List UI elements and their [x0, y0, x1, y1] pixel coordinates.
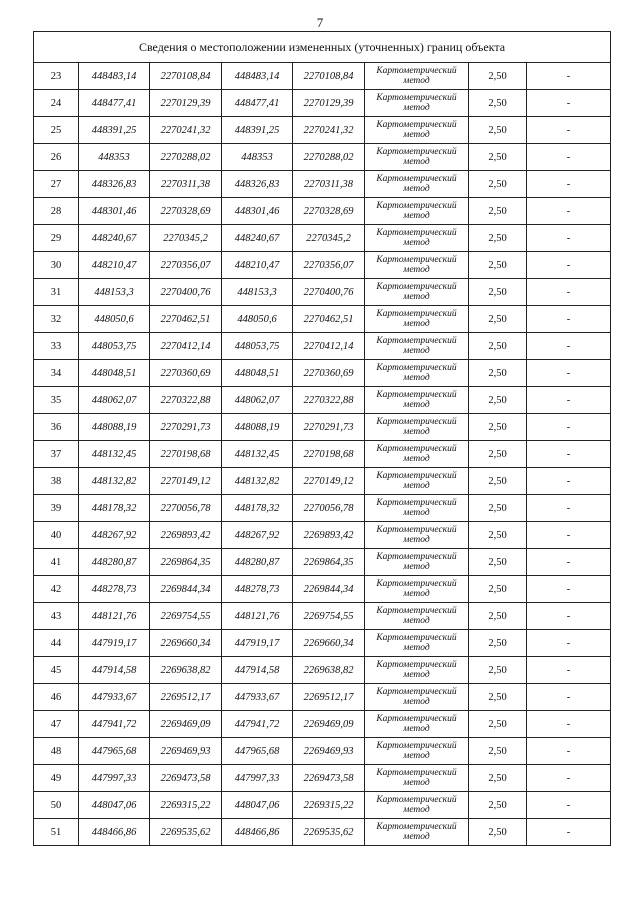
accuracy-cell: 2,50	[469, 792, 527, 819]
refined-x-cell: 448466,86	[222, 819, 293, 846]
table-row	[34, 414, 611, 441]
refined-x-cell: 448062,07	[222, 387, 293, 414]
existing-y-cell: 2269893,42	[150, 522, 222, 549]
table-row	[34, 765, 611, 792]
existing-x-cell: 447933,67	[79, 684, 150, 711]
accuracy-cell: 2,50	[469, 144, 527, 171]
note-cell: -	[527, 387, 611, 414]
refined-y-cell: 2270311,38	[293, 171, 365, 198]
accuracy-cell: 2,50	[469, 117, 527, 144]
method-cell: Картометрический метод	[365, 657, 469, 684]
note-cell: -	[527, 792, 611, 819]
refined-y-cell: 2270291,73	[293, 414, 365, 441]
refined-x-cell: 447941,72	[222, 711, 293, 738]
refined-x-cell: 448047,06	[222, 792, 293, 819]
existing-x-cell: 448088,19	[79, 414, 150, 441]
accuracy-cell: 2,50	[469, 360, 527, 387]
table-row	[34, 198, 611, 225]
method-cell: Картометрический метод	[365, 225, 469, 252]
refined-x-cell: 448132,45	[222, 441, 293, 468]
method-cell: Картометрический метод	[365, 468, 469, 495]
table-row	[34, 522, 611, 549]
table-title: Сведения о местоположении измененных (уточненных) границ объекта	[34, 32, 611, 63]
note-cell: -	[527, 414, 611, 441]
refined-y-cell: 2270108,84	[293, 63, 365, 90]
table-row	[34, 684, 611, 711]
note-cell: -	[527, 468, 611, 495]
refined-y-cell: 2269535,62	[293, 819, 365, 846]
accuracy-cell: 2,50	[469, 549, 527, 576]
table-row	[34, 144, 611, 171]
point-number-cell: 29	[34, 225, 79, 252]
table-row	[34, 306, 611, 333]
existing-y-cell: 2270241,32	[150, 117, 222, 144]
point-number-cell: 27	[34, 171, 79, 198]
note-cell: -	[527, 144, 611, 171]
existing-y-cell: 2270328,69	[150, 198, 222, 225]
refined-x-cell: 448267,92	[222, 522, 293, 549]
point-number-cell: 33	[34, 333, 79, 360]
refined-y-cell: 2270356,07	[293, 252, 365, 279]
accuracy-cell: 2,50	[469, 684, 527, 711]
refined-y-cell: 2269473,58	[293, 765, 365, 792]
existing-y-cell: 2269638,82	[150, 657, 222, 684]
point-number-cell: 44	[34, 630, 79, 657]
existing-y-cell: 2269844,34	[150, 576, 222, 603]
accuracy-cell: 2,50	[469, 630, 527, 657]
method-cell: Картометрический метод	[365, 792, 469, 819]
point-number-cell: 46	[34, 684, 79, 711]
accuracy-cell: 2,50	[469, 441, 527, 468]
point-number-cell: 26	[34, 144, 79, 171]
note-cell: -	[527, 198, 611, 225]
existing-x-cell: 448301,46	[79, 198, 150, 225]
existing-x-cell: 448483,14	[79, 63, 150, 90]
note-cell: -	[527, 630, 611, 657]
existing-y-cell: 2270291,73	[150, 414, 222, 441]
note-cell: -	[527, 684, 611, 711]
point-number-cell: 37	[34, 441, 79, 468]
point-number-cell: 23	[34, 63, 79, 90]
table-row	[34, 225, 611, 252]
existing-x-cell: 448047,06	[79, 792, 150, 819]
accuracy-cell: 2,50	[469, 387, 527, 414]
point-number-cell: 43	[34, 603, 79, 630]
existing-y-cell: 2269660,34	[150, 630, 222, 657]
table-row	[34, 279, 611, 306]
refined-y-cell: 2269638,82	[293, 657, 365, 684]
accuracy-cell: 2,50	[469, 333, 527, 360]
table-row	[34, 252, 611, 279]
note-cell: -	[527, 819, 611, 846]
note-cell: -	[527, 603, 611, 630]
existing-y-cell: 2270360,69	[150, 360, 222, 387]
point-number-cell: 25	[34, 117, 79, 144]
accuracy-cell: 2,50	[469, 522, 527, 549]
accuracy-cell: 2,50	[469, 306, 527, 333]
method-cell: Картометрический метод	[365, 495, 469, 522]
note-cell: -	[527, 576, 611, 603]
table-row	[34, 117, 611, 144]
refined-x-cell: 448280,87	[222, 549, 293, 576]
existing-x-cell: 447941,72	[79, 711, 150, 738]
refined-y-cell: 2270412,14	[293, 333, 365, 360]
method-cell: Картометрический метод	[365, 306, 469, 333]
method-cell: Картометрический метод	[365, 738, 469, 765]
existing-y-cell: 2270288,02	[150, 144, 222, 171]
method-cell: Картометрический метод	[365, 576, 469, 603]
note-cell: -	[527, 738, 611, 765]
existing-y-cell: 2270462,51	[150, 306, 222, 333]
point-number-cell: 36	[34, 414, 79, 441]
method-cell: Картометрический метод	[365, 171, 469, 198]
method-cell: Картометрический метод	[365, 360, 469, 387]
method-cell: Картометрический метод	[365, 414, 469, 441]
note-cell: -	[527, 360, 611, 387]
note-cell: -	[527, 306, 611, 333]
refined-y-cell: 2269754,55	[293, 603, 365, 630]
existing-x-cell: 448267,92	[79, 522, 150, 549]
refined-y-cell: 2269512,17	[293, 684, 365, 711]
accuracy-cell: 2,50	[469, 279, 527, 306]
existing-y-cell: 2270345,2	[150, 225, 222, 252]
existing-x-cell: 448466,86	[79, 819, 150, 846]
accuracy-cell: 2,50	[469, 198, 527, 225]
method-cell: Картометрический метод	[365, 711, 469, 738]
refined-x-cell: 447965,68	[222, 738, 293, 765]
point-number-cell: 40	[34, 522, 79, 549]
note-cell: -	[527, 711, 611, 738]
existing-y-cell: 2270129,39	[150, 90, 222, 117]
table-row	[34, 441, 611, 468]
existing-x-cell: 448326,83	[79, 171, 150, 198]
existing-y-cell: 2269315,22	[150, 792, 222, 819]
refined-x-cell: 447914,58	[222, 657, 293, 684]
method-cell: Картометрический метод	[365, 819, 469, 846]
refined-x-cell: 448353	[222, 144, 293, 171]
existing-x-cell: 448178,32	[79, 495, 150, 522]
existing-x-cell: 448477,41	[79, 90, 150, 117]
accuracy-cell: 2,50	[469, 63, 527, 90]
refined-x-cell: 448240,67	[222, 225, 293, 252]
refined-x-cell: 448477,41	[222, 90, 293, 117]
point-number-cell: 45	[34, 657, 79, 684]
note-cell: -	[527, 495, 611, 522]
refined-y-cell: 2269315,22	[293, 792, 365, 819]
table-row	[34, 711, 611, 738]
refined-x-cell: 448301,46	[222, 198, 293, 225]
point-number-cell: 38	[34, 468, 79, 495]
refined-x-cell: 448483,14	[222, 63, 293, 90]
existing-y-cell: 2270412,14	[150, 333, 222, 360]
existing-x-cell: 448280,87	[79, 549, 150, 576]
table-row	[34, 333, 611, 360]
point-number-cell: 42	[34, 576, 79, 603]
note-cell: -	[527, 90, 611, 117]
existing-x-cell: 448153,3	[79, 279, 150, 306]
table-row	[34, 549, 611, 576]
accuracy-cell: 2,50	[469, 657, 527, 684]
table-row	[34, 171, 611, 198]
note-cell: -	[527, 117, 611, 144]
table-row	[34, 819, 611, 846]
refined-x-cell: 447919,17	[222, 630, 293, 657]
existing-y-cell: 2269512,17	[150, 684, 222, 711]
refined-x-cell: 448088,19	[222, 414, 293, 441]
existing-y-cell: 2270108,84	[150, 63, 222, 90]
point-number-cell: 51	[34, 819, 79, 846]
table-row	[34, 90, 611, 117]
refined-y-cell: 2270328,69	[293, 198, 365, 225]
refined-y-cell: 2269469,93	[293, 738, 365, 765]
refined-x-cell: 448048,51	[222, 360, 293, 387]
existing-x-cell: 447919,17	[79, 630, 150, 657]
point-number-cell: 50	[34, 792, 79, 819]
accuracy-cell: 2,50	[469, 765, 527, 792]
point-number-cell: 47	[34, 711, 79, 738]
existing-x-cell: 447965,68	[79, 738, 150, 765]
existing-x-cell: 447997,33	[79, 765, 150, 792]
refined-x-cell: 448326,83	[222, 171, 293, 198]
method-cell: Картометрический метод	[365, 387, 469, 414]
point-number-cell: 41	[34, 549, 79, 576]
refined-y-cell: 2269660,34	[293, 630, 365, 657]
refined-x-cell: 448391,25	[222, 117, 293, 144]
existing-y-cell: 2269473,58	[150, 765, 222, 792]
table-header-row	[34, 32, 611, 63]
existing-y-cell: 2269754,55	[150, 603, 222, 630]
existing-x-cell: 447914,58	[79, 657, 150, 684]
existing-x-cell: 448053,75	[79, 333, 150, 360]
accuracy-cell: 2,50	[469, 819, 527, 846]
table-row	[34, 738, 611, 765]
table-row	[34, 468, 611, 495]
note-cell: -	[527, 225, 611, 252]
refined-x-cell: 448121,76	[222, 603, 293, 630]
existing-y-cell: 2270056,78	[150, 495, 222, 522]
point-number-cell: 34	[34, 360, 79, 387]
existing-x-cell: 448353	[79, 144, 150, 171]
refined-y-cell: 2269469,09	[293, 711, 365, 738]
existing-x-cell: 448132,82	[79, 468, 150, 495]
existing-y-cell: 2270322,88	[150, 387, 222, 414]
refined-y-cell: 2269864,35	[293, 549, 365, 576]
accuracy-cell: 2,50	[469, 576, 527, 603]
method-cell: Картометрический метод	[365, 765, 469, 792]
existing-x-cell: 448210,47	[79, 252, 150, 279]
existing-y-cell: 2270400,76	[150, 279, 222, 306]
table-row	[34, 603, 611, 630]
method-cell: Картометрический метод	[365, 63, 469, 90]
existing-x-cell: 448050,6	[79, 306, 150, 333]
method-cell: Картометрический метод	[365, 198, 469, 225]
accuracy-cell: 2,50	[469, 252, 527, 279]
refined-y-cell: 2270149,12	[293, 468, 365, 495]
method-cell: Картометрический метод	[365, 279, 469, 306]
note-cell: -	[527, 441, 611, 468]
point-number-cell: 28	[34, 198, 79, 225]
method-cell: Картометрический метод	[365, 117, 469, 144]
refined-y-cell: 2270462,51	[293, 306, 365, 333]
point-number-cell: 31	[34, 279, 79, 306]
refined-x-cell: 448210,47	[222, 252, 293, 279]
existing-y-cell: 2269864,35	[150, 549, 222, 576]
accuracy-cell: 2,50	[469, 711, 527, 738]
boundary-coordinates-table	[33, 31, 611, 846]
refined-y-cell: 2270400,76	[293, 279, 365, 306]
existing-x-cell: 448048,51	[79, 360, 150, 387]
point-number-cell: 48	[34, 738, 79, 765]
method-cell: Картометрический метод	[365, 144, 469, 171]
accuracy-cell: 2,50	[469, 468, 527, 495]
accuracy-cell: 2,50	[469, 738, 527, 765]
existing-x-cell: 448132,45	[79, 441, 150, 468]
method-cell: Картометрический метод	[365, 549, 469, 576]
refined-y-cell: 2270322,88	[293, 387, 365, 414]
refined-y-cell: 2270129,39	[293, 90, 365, 117]
point-number-cell: 24	[34, 90, 79, 117]
refined-x-cell: 448178,32	[222, 495, 293, 522]
accuracy-cell: 2,50	[469, 171, 527, 198]
note-cell: -	[527, 171, 611, 198]
note-cell: -	[527, 549, 611, 576]
point-number-cell: 49	[34, 765, 79, 792]
page-number: 7	[316, 15, 324, 30]
note-cell: -	[527, 765, 611, 792]
table-row	[34, 63, 611, 90]
table-row	[34, 576, 611, 603]
method-cell: Картометрический метод	[365, 333, 469, 360]
existing-x-cell: 448240,67	[79, 225, 150, 252]
note-cell: -	[527, 333, 611, 360]
table-row	[34, 495, 611, 522]
method-cell: Картометрический метод	[365, 441, 469, 468]
existing-x-cell: 448391,25	[79, 117, 150, 144]
note-cell: -	[527, 252, 611, 279]
refined-y-cell: 2270360,69	[293, 360, 365, 387]
existing-y-cell: 2269469,09	[150, 711, 222, 738]
note-cell: -	[527, 279, 611, 306]
accuracy-cell: 2,50	[469, 414, 527, 441]
existing-y-cell: 2270198,68	[150, 441, 222, 468]
existing-y-cell: 2270356,07	[150, 252, 222, 279]
method-cell: Картометрический метод	[365, 522, 469, 549]
note-cell: -	[527, 522, 611, 549]
refined-x-cell: 448132,82	[222, 468, 293, 495]
table-row	[34, 630, 611, 657]
refined-y-cell: 2270198,68	[293, 441, 365, 468]
table-row	[34, 360, 611, 387]
table-row	[34, 792, 611, 819]
refined-x-cell: 448278,73	[222, 576, 293, 603]
existing-y-cell: 2270149,12	[150, 468, 222, 495]
note-cell: -	[527, 657, 611, 684]
refined-x-cell: 448153,3	[222, 279, 293, 306]
existing-y-cell: 2270311,38	[150, 171, 222, 198]
point-number-cell: 30	[34, 252, 79, 279]
refined-y-cell: 2270288,02	[293, 144, 365, 171]
refined-x-cell: 447933,67	[222, 684, 293, 711]
accuracy-cell: 2,50	[469, 90, 527, 117]
existing-y-cell: 2269535,62	[150, 819, 222, 846]
method-cell: Картометрический метод	[365, 684, 469, 711]
refined-y-cell: 2269844,34	[293, 576, 365, 603]
point-number-cell: 35	[34, 387, 79, 414]
refined-y-cell: 2270056,78	[293, 495, 365, 522]
point-number-cell: 39	[34, 495, 79, 522]
point-number-cell: 32	[34, 306, 79, 333]
note-cell: -	[527, 63, 611, 90]
method-cell: Картометрический метод	[365, 90, 469, 117]
table-row	[34, 387, 611, 414]
refined-x-cell: 447997,33	[222, 765, 293, 792]
existing-x-cell: 448278,73	[79, 576, 150, 603]
refined-x-cell: 448050,6	[222, 306, 293, 333]
refined-y-cell: 2270345,2	[293, 225, 365, 252]
existing-x-cell: 448062,07	[79, 387, 150, 414]
table-row	[34, 657, 611, 684]
accuracy-cell: 2,50	[469, 225, 527, 252]
method-cell: Картометрический метод	[365, 603, 469, 630]
accuracy-cell: 2,50	[469, 603, 527, 630]
existing-y-cell: 2269469,93	[150, 738, 222, 765]
refined-x-cell: 448053,75	[222, 333, 293, 360]
existing-x-cell: 448121,76	[79, 603, 150, 630]
accuracy-cell: 2,50	[469, 495, 527, 522]
method-cell: Картометрический метод	[365, 630, 469, 657]
refined-y-cell: 2269893,42	[293, 522, 365, 549]
refined-y-cell: 2270241,32	[293, 117, 365, 144]
method-cell: Картометрический метод	[365, 252, 469, 279]
